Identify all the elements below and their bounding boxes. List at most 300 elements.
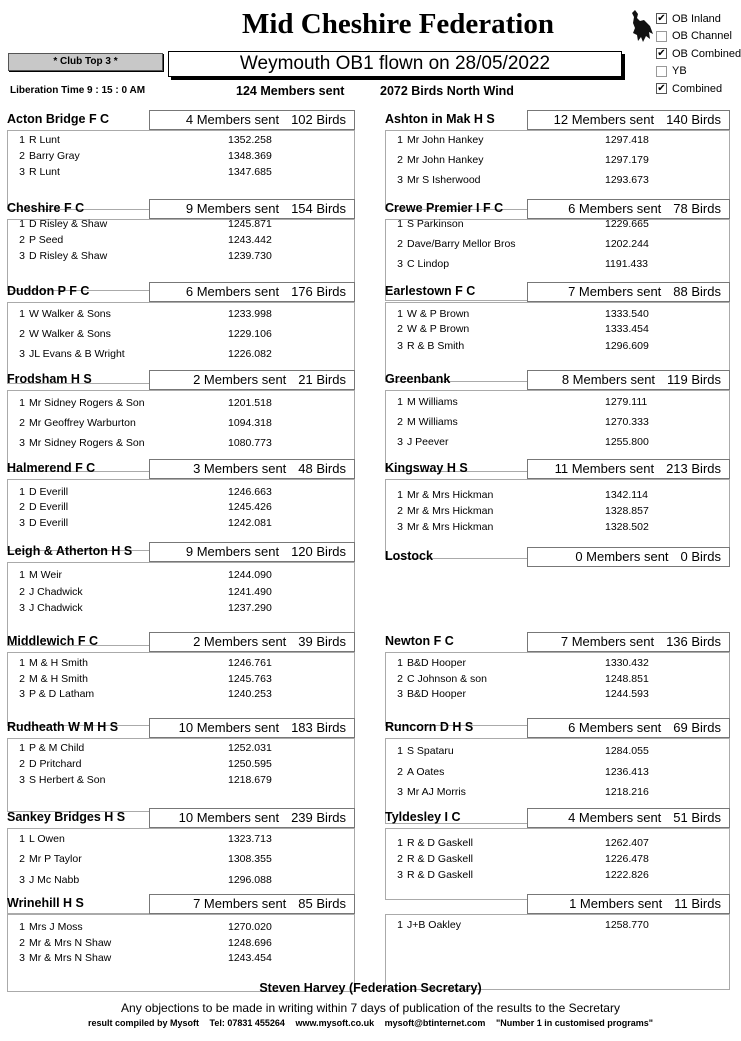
club-sent-summary bbox=[149, 370, 355, 390]
result-position: 1 bbox=[19, 569, 25, 581]
result-position: 2 bbox=[397, 673, 403, 685]
birds-sent: 239 Birds bbox=[291, 810, 346, 825]
result-position: 3 bbox=[397, 688, 403, 700]
members-sent: 7 Members sent bbox=[560, 634, 655, 649]
checkbox-label: OB Inland bbox=[672, 12, 721, 25]
velocity-score: 1246.663 bbox=[228, 486, 272, 498]
velocity-score: 1080.773 bbox=[228, 437, 272, 449]
checkbox-box[interactable]: ✔ bbox=[657, 12, 666, 24]
fancier-name: C Lindop bbox=[407, 258, 450, 270]
result-row bbox=[11, 437, 351, 449]
velocity-score: 1226.478 bbox=[605, 853, 649, 865]
velocity-score: 1246.761 bbox=[228, 657, 272, 669]
result-row bbox=[389, 766, 726, 778]
result-position: 2 bbox=[397, 853, 403, 865]
members-sent: 1 Members sent bbox=[569, 896, 663, 911]
birds-sent: 78 Birds bbox=[673, 201, 721, 216]
fancier-name: S Parkinson bbox=[407, 218, 464, 230]
result-row bbox=[11, 657, 351, 669]
club-name: Runcorn D H S bbox=[385, 720, 474, 734]
club-name: Tyldesley I C bbox=[385, 810, 461, 824]
birds-sent: 119 Birds bbox=[667, 372, 721, 387]
fancier-name: B&D Hooper bbox=[407, 688, 466, 700]
result-row bbox=[389, 218, 726, 230]
club-name: Newton F C bbox=[385, 634, 454, 648]
velocity-score: 1245.871 bbox=[228, 218, 272, 230]
result-row bbox=[11, 602, 351, 614]
club-name: Wrinehill H S bbox=[7, 896, 84, 910]
velocity-score: 1297.179 bbox=[605, 154, 649, 166]
result-position: 1 bbox=[397, 134, 403, 146]
result-row bbox=[389, 853, 726, 865]
result-position: 2 bbox=[19, 501, 25, 513]
result-row bbox=[11, 833, 351, 845]
velocity-score: 1236.413 bbox=[605, 766, 649, 778]
velocity-score: 1252.031 bbox=[228, 742, 272, 754]
total-birds-wind: 2072 Birds North Wind bbox=[380, 84, 514, 98]
fancier-name: B&D Hooper bbox=[407, 657, 466, 669]
fancier-name: W Walker & Sons bbox=[29, 308, 111, 320]
result-position: 3 bbox=[19, 166, 25, 178]
result-position: 3 bbox=[397, 258, 403, 270]
velocity-score: 1352.258 bbox=[228, 134, 272, 146]
birds-sent: 0 Birds bbox=[680, 549, 721, 564]
club-name: Halmerend F C bbox=[7, 461, 96, 475]
velocity-score: 1229.665 bbox=[605, 218, 649, 230]
club-sent-summary bbox=[527, 632, 730, 652]
velocity-score: 1243.454 bbox=[228, 952, 272, 964]
velocity-score: 1248.851 bbox=[605, 673, 649, 685]
velocity-score: 1218.216 bbox=[605, 786, 649, 798]
fancier-name: C Johnson & son bbox=[407, 673, 487, 685]
checkbox-combined[interactable] bbox=[656, 80, 741, 98]
club-name: Acton Bridge F C bbox=[7, 112, 110, 126]
result-position: 3 bbox=[19, 602, 25, 614]
result-row bbox=[11, 166, 351, 178]
result-position: 2 bbox=[397, 154, 403, 166]
result-row bbox=[11, 742, 351, 754]
pigeon-logo-icon bbox=[628, 8, 654, 46]
result-row bbox=[11, 673, 351, 685]
checkbox-yb[interactable] bbox=[656, 63, 741, 81]
fancier-name: J Peever bbox=[407, 436, 449, 448]
result-row bbox=[11, 134, 351, 146]
fancier-name: Mr & Mrs Hickman bbox=[407, 489, 494, 501]
result-position: 2 bbox=[19, 150, 25, 162]
result-position: 3 bbox=[397, 174, 403, 186]
velocity-score: 1191.433 bbox=[605, 258, 649, 270]
fancier-name: S Spataru bbox=[407, 745, 454, 757]
fancier-name: Barry Gray bbox=[29, 150, 80, 162]
club-name: Sankey Bridges H S bbox=[7, 810, 126, 824]
birds-sent: 51 Birds bbox=[673, 810, 721, 825]
result-row bbox=[11, 853, 351, 865]
members-sent: 2 Members sent bbox=[193, 372, 287, 387]
result-row bbox=[389, 174, 726, 186]
result-position: 1 bbox=[397, 657, 403, 669]
result-position: 1 bbox=[19, 134, 25, 146]
members-sent: 3 Members sent bbox=[193, 461, 287, 476]
members-sent: 7 Members sent bbox=[568, 284, 662, 299]
velocity-score: 1308.355 bbox=[228, 853, 272, 865]
club-sent-summary bbox=[149, 808, 355, 828]
fancier-name: D Risley & Shaw bbox=[29, 218, 108, 230]
result-row bbox=[11, 250, 351, 262]
members-sent: 6 Members sent bbox=[185, 284, 280, 299]
result-row bbox=[389, 340, 726, 352]
velocity-score: 1245.763 bbox=[228, 673, 272, 685]
result-position: 2 bbox=[397, 416, 403, 428]
checkbox-label: YB bbox=[672, 65, 687, 78]
fancier-name: W & P Brown bbox=[407, 323, 470, 335]
fancier-name: M Williams bbox=[407, 396, 458, 408]
fancier-name: M & H Smith bbox=[29, 673, 88, 685]
velocity-score: 1202.244 bbox=[605, 238, 649, 250]
club-name: Rudheath W M H S bbox=[7, 720, 119, 734]
result-row bbox=[389, 869, 726, 881]
birds-sent: 120 Birds bbox=[291, 544, 346, 559]
club-sent-summary bbox=[527, 718, 730, 738]
members-sent: 6 Members sent bbox=[568, 720, 662, 735]
velocity-score: 1201.518 bbox=[228, 397, 272, 409]
fancier-name: Mr S Isherwood bbox=[407, 174, 481, 186]
result-row bbox=[389, 657, 726, 669]
result-position: 1 bbox=[397, 745, 403, 757]
club-sent-summary bbox=[149, 282, 355, 302]
result-row bbox=[11, 569, 351, 581]
result-row bbox=[389, 745, 726, 757]
fancier-name: M Williams bbox=[407, 416, 458, 428]
fancier-name: Mr & Mrs N Shaw bbox=[29, 952, 112, 964]
fancier-name: Mr Sidney Rogers & Son bbox=[29, 437, 145, 449]
result-position: 2 bbox=[19, 937, 25, 949]
fancier-name: JL Evans & B Wright bbox=[29, 348, 125, 360]
checkbox-box[interactable]: ✔ bbox=[657, 82, 666, 94]
result-row bbox=[11, 952, 351, 964]
birds-sent: 183 Birds bbox=[291, 720, 346, 735]
total-members-sent: 124 Members sent bbox=[236, 84, 345, 98]
members-sent: 7 Members sent bbox=[193, 896, 287, 911]
checkbox-ob-channel[interactable] bbox=[656, 28, 741, 46]
club-sent-summary bbox=[527, 199, 730, 219]
result-row bbox=[11, 688, 351, 700]
result-row bbox=[389, 919, 726, 931]
result-row bbox=[11, 501, 351, 513]
result-row bbox=[11, 328, 351, 340]
fancier-name: W & P Brown bbox=[407, 308, 470, 320]
velocity-score: 1255.800 bbox=[605, 436, 649, 448]
velocity-score: 1348.369 bbox=[228, 150, 272, 162]
fancier-name: L Owen bbox=[29, 833, 65, 845]
velocity-score: 1226.082 bbox=[228, 348, 272, 360]
result-position: 3 bbox=[19, 688, 25, 700]
result-position: 2 bbox=[19, 417, 25, 429]
compiled-by-line bbox=[0, 1018, 741, 1028]
club-name: Leigh & Atherton H S bbox=[7, 544, 133, 558]
fancier-name: Mr AJ Morris bbox=[407, 786, 466, 798]
fancier-name: M & H Smith bbox=[29, 657, 88, 669]
velocity-score: 1240.253 bbox=[228, 688, 272, 700]
result-row bbox=[389, 134, 726, 146]
birds-sent: 140 Birds bbox=[666, 112, 721, 127]
velocity-score: 1229.106 bbox=[228, 328, 272, 340]
fancier-name: P & D Latham bbox=[29, 688, 95, 700]
fancier-name: A Oates bbox=[407, 766, 445, 778]
result-row bbox=[389, 258, 726, 270]
result-position: 2 bbox=[397, 505, 403, 517]
members-sent: 4 Members sent bbox=[185, 112, 280, 127]
result-position: 2 bbox=[19, 673, 25, 685]
telephone: Tel: 07831 455264 bbox=[209, 1018, 285, 1028]
result-position: 1 bbox=[19, 657, 25, 669]
result-position: 2 bbox=[19, 586, 25, 598]
members-sent: 6 Members sent bbox=[568, 201, 662, 216]
fancier-name: Dave/Barry Mellor Bros bbox=[407, 238, 516, 250]
result-position: 1 bbox=[19, 218, 25, 230]
club-sent-summary bbox=[527, 808, 730, 828]
velocity-score: 1245.426 bbox=[228, 501, 272, 513]
birds-sent: 69 Birds bbox=[673, 720, 721, 735]
fancier-name: D Everill bbox=[29, 517, 69, 529]
result-position: 2 bbox=[19, 328, 25, 340]
result-row bbox=[11, 874, 351, 886]
birds-sent: 154 Birds bbox=[291, 201, 346, 216]
club-sent-summary bbox=[527, 547, 730, 567]
slogan: "Number 1 in customised programs" bbox=[495, 1018, 654, 1028]
result-position: 1 bbox=[19, 397, 25, 409]
velocity-score: 1347.685 bbox=[228, 166, 272, 178]
result-row bbox=[389, 505, 726, 517]
velocity-score: 1241.490 bbox=[228, 586, 272, 598]
velocity-score: 1330.432 bbox=[605, 657, 649, 669]
club-name: Frodsham H S bbox=[7, 372, 92, 386]
birds-sent: 102 Birds bbox=[291, 112, 346, 127]
members-sent: 12 Members sent bbox=[553, 112, 655, 127]
result-position: 2 bbox=[19, 853, 25, 865]
members-sent: 0 Members sent bbox=[575, 549, 669, 564]
result-position: 2 bbox=[397, 238, 403, 250]
compiled-by: result compiled by Mysoft bbox=[87, 1018, 199, 1028]
fancier-name: R Lunt bbox=[29, 166, 60, 178]
result-position: 1 bbox=[397, 218, 403, 230]
velocity-score: 1222.826 bbox=[605, 869, 649, 881]
club-name: Earlestown F C bbox=[385, 284, 476, 298]
velocity-score: 1296.088 bbox=[228, 874, 272, 886]
checkbox-box[interactable] bbox=[656, 31, 667, 42]
result-position: 1 bbox=[397, 308, 403, 320]
checkbox-ob-combined[interactable] bbox=[656, 45, 741, 63]
fancier-name: Mr Geoffrey Warburton bbox=[29, 417, 136, 429]
result-row bbox=[11, 937, 351, 949]
club-sent-summary bbox=[149, 110, 355, 130]
velocity-score: 1296.609 bbox=[605, 340, 649, 352]
result-row bbox=[389, 238, 726, 250]
liberation-time: Liberation Time 9 : 15 : 0 AM bbox=[10, 85, 146, 96]
fancier-name: W Walker & Sons bbox=[29, 328, 111, 340]
velocity-score: 1262.407 bbox=[605, 837, 649, 849]
club-name: Greenbank bbox=[385, 372, 451, 386]
velocity-score: 1270.020 bbox=[228, 921, 272, 933]
result-position: 3 bbox=[397, 436, 403, 448]
fancier-name: R & D Gaskell bbox=[407, 853, 473, 865]
result-row bbox=[11, 774, 351, 786]
result-position: 2 bbox=[397, 323, 403, 335]
club-top-3-button[interactable]: * Club Top 3 * bbox=[8, 53, 163, 71]
result-row bbox=[11, 417, 351, 429]
velocity-score: 1328.502 bbox=[605, 521, 649, 533]
secretary-name: Steven Harvey (Federation Secretary) bbox=[259, 981, 482, 995]
fancier-name: Mr P Taylor bbox=[29, 853, 82, 865]
result-row bbox=[389, 154, 726, 166]
website-link[interactable]: www.mysoft.co.uk bbox=[295, 1018, 375, 1028]
result-position: 2 bbox=[19, 234, 25, 246]
velocity-score: 1342.114 bbox=[605, 489, 649, 501]
result-row bbox=[389, 436, 726, 448]
result-row bbox=[389, 837, 726, 849]
velocity-score: 1258.770 bbox=[605, 919, 649, 931]
result-position: 1 bbox=[19, 486, 25, 498]
club-sent-summary bbox=[149, 459, 355, 479]
birds-sent: 85 Birds bbox=[298, 896, 346, 911]
club-name: Duddon P F C bbox=[7, 284, 90, 298]
result-row bbox=[11, 758, 351, 770]
race-type-checkboxes bbox=[656, 10, 741, 98]
checkbox-ob-inland[interactable] bbox=[656, 10, 741, 28]
birds-sent: 213 Birds bbox=[666, 461, 721, 476]
members-sent: 4 Members sent bbox=[568, 810, 662, 825]
fancier-name: R & B Smith bbox=[407, 340, 465, 352]
result-row bbox=[11, 308, 351, 320]
result-position: 1 bbox=[397, 396, 403, 408]
velocity-score: 1242.081 bbox=[228, 517, 272, 529]
fancier-name: P & M Child bbox=[29, 742, 85, 754]
members-sent: 9 Members sent bbox=[185, 544, 280, 559]
velocity-score: 1244.593 bbox=[605, 688, 649, 700]
fancier-name: D Pritchard bbox=[29, 758, 82, 770]
result-row bbox=[11, 586, 351, 598]
checkbox-box[interactable] bbox=[656, 66, 667, 77]
checkbox-box[interactable]: ✔ bbox=[657, 47, 666, 59]
result-position: 3 bbox=[19, 437, 25, 449]
club-name: Kingsway H S bbox=[385, 461, 468, 475]
fancier-name: S Herbert & Son bbox=[29, 774, 106, 786]
fancier-name: R & D Gaskell bbox=[407, 837, 473, 849]
members-sent: 9 Members sent bbox=[185, 201, 280, 216]
club-sent-summary bbox=[149, 718, 355, 738]
club-sent-summary bbox=[527, 110, 730, 130]
velocity-score: 1297.418 bbox=[605, 134, 649, 146]
result-row bbox=[11, 218, 351, 230]
result-row bbox=[11, 348, 351, 360]
birds-sent: 48 Birds bbox=[298, 461, 346, 476]
club-sent-summary bbox=[149, 542, 355, 562]
result-position: 1 bbox=[19, 742, 25, 754]
result-position: 3 bbox=[397, 340, 403, 352]
club-sent-summary bbox=[527, 282, 730, 302]
result-row bbox=[389, 673, 726, 685]
birds-sent: 39 Birds bbox=[298, 634, 346, 649]
birds-sent: 88 Birds bbox=[673, 284, 721, 299]
velocity-score: 1248.696 bbox=[228, 937, 272, 949]
result-row bbox=[389, 323, 726, 335]
result-position: 3 bbox=[19, 874, 25, 886]
fancier-name: D Everill bbox=[29, 486, 69, 498]
email-link[interactable]: mysoft@btinternet.com bbox=[384, 1018, 486, 1028]
velocity-score: 1243.442 bbox=[228, 234, 272, 246]
club-name: Crewe Premier I F C bbox=[385, 201, 504, 215]
fancier-name: Mr Sidney Rogers & Son bbox=[29, 397, 145, 409]
members-sent: 8 Members sent bbox=[561, 372, 656, 387]
velocity-score: 1333.540 bbox=[605, 308, 649, 320]
result-row bbox=[11, 397, 351, 409]
checkbox-label: OB Channel bbox=[672, 30, 732, 43]
club-name: Ashton in Mak H S bbox=[385, 112, 495, 126]
fancier-name: Mr John Hankey bbox=[407, 154, 484, 166]
fancier-name: P Seed bbox=[29, 234, 64, 246]
velocity-score: 1218.679 bbox=[228, 774, 272, 786]
result-row bbox=[389, 489, 726, 501]
result-position: 3 bbox=[19, 348, 25, 360]
result-position: 3 bbox=[397, 786, 403, 798]
birds-sent: 11 Birds bbox=[674, 896, 721, 911]
fancier-name: Mr & Mrs Hickman bbox=[407, 505, 494, 517]
fancier-name: M Weir bbox=[29, 569, 63, 581]
velocity-score: 1270.333 bbox=[605, 416, 649, 428]
velocity-score: 1237.290 bbox=[228, 602, 272, 614]
result-position: 3 bbox=[19, 250, 25, 262]
result-position: 3 bbox=[397, 869, 403, 881]
club-sent-summary bbox=[149, 894, 355, 914]
result-row bbox=[11, 150, 351, 162]
velocity-score: 1244.090 bbox=[228, 569, 272, 581]
result-row bbox=[389, 521, 726, 533]
result-row bbox=[11, 234, 351, 246]
club-sent-summary bbox=[149, 199, 355, 219]
club-name: Cheshire F C bbox=[7, 201, 85, 215]
result-position: 3 bbox=[19, 774, 25, 786]
velocity-score: 1239.730 bbox=[228, 250, 272, 262]
result-position: 3 bbox=[19, 517, 25, 529]
fancier-name: Mr & Mrs Hickman bbox=[407, 521, 494, 533]
members-sent: 10 Members sent bbox=[178, 810, 280, 825]
result-position: 2 bbox=[19, 758, 25, 770]
checkbox-label: Combined bbox=[672, 82, 723, 95]
result-position: 1 bbox=[397, 919, 403, 931]
fancier-name: J Chadwick bbox=[29, 602, 83, 614]
velocity-score: 1284.055 bbox=[605, 745, 649, 757]
fancier-name: R & D Gaskell bbox=[407, 869, 473, 881]
result-row bbox=[11, 486, 351, 498]
velocity-score: 1233.998 bbox=[228, 308, 272, 320]
velocity-score: 1250.595 bbox=[228, 758, 272, 770]
club-sent-summary bbox=[149, 632, 355, 652]
result-row bbox=[389, 688, 726, 700]
result-position: 1 bbox=[19, 833, 25, 845]
result-position: 1 bbox=[397, 837, 403, 849]
birds-sent: 136 Birds bbox=[666, 634, 721, 649]
velocity-score: 1094.318 bbox=[228, 417, 272, 429]
result-position: 2 bbox=[397, 766, 403, 778]
fancier-name: J Chadwick bbox=[29, 586, 83, 598]
result-row bbox=[389, 416, 726, 428]
fancier-name: D Risley & Shaw bbox=[29, 250, 108, 262]
result-row bbox=[389, 786, 726, 798]
members-sent: 10 Members sent bbox=[178, 720, 280, 735]
fancier-name: Mr John Hankey bbox=[407, 134, 484, 146]
members-sent: 11 Members sent bbox=[554, 461, 655, 476]
velocity-score: 1333.454 bbox=[605, 323, 649, 335]
result-position: 3 bbox=[397, 521, 403, 533]
